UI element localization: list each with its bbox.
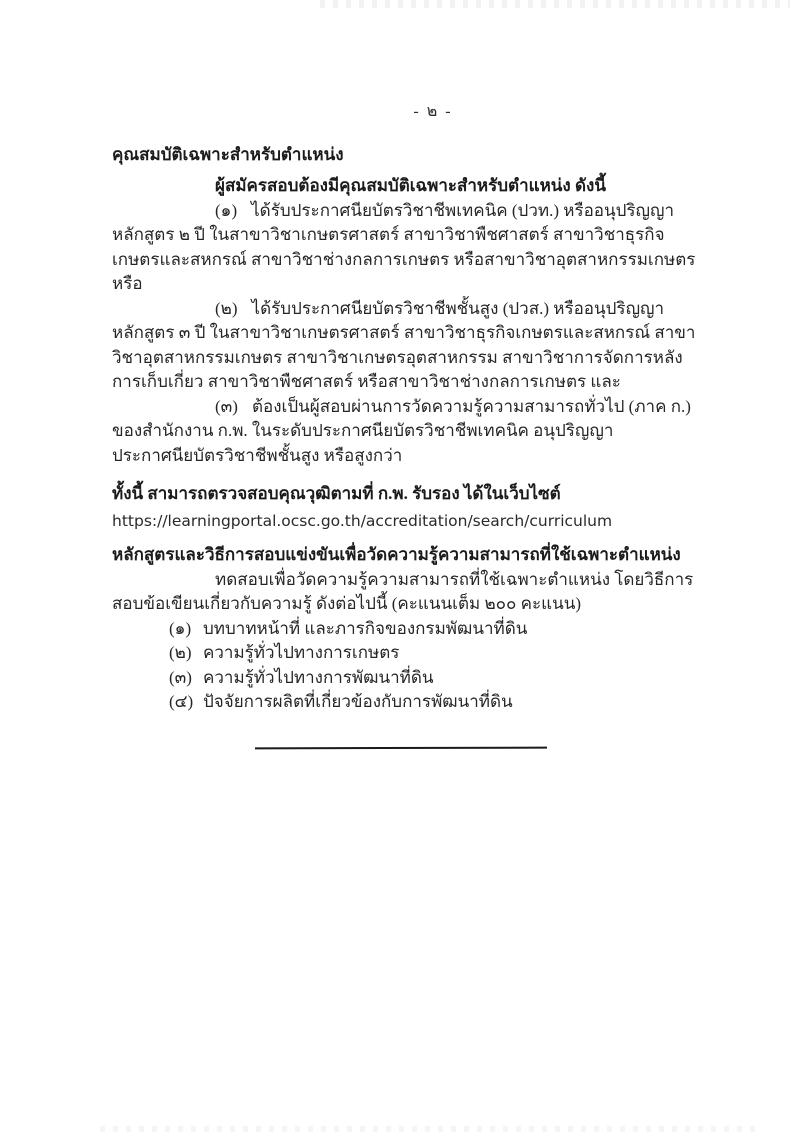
topic-text: ปัจจัยการผลิตที่เกี่ยวข้องกับการพัฒนาที่ดิน (203, 692, 513, 711)
qualification-item-1 (112, 199, 708, 297)
verify-note: ทั้งนี้ สามารถตรวจสอบคุณวุฒิตามที่ ก.พ. รับรอง ได้ในเว็บไซต์ (112, 484, 561, 503)
item-text: ได้รับประกาศนียบัตรวิชาชีพชั้นสูง (ปวส.) หรืออนุปริญญาหลักสูตร ๓ ปี ในสาขาวิชาเกษตรศาสตร์ สาขาวิชาธุรกิจเกษตรและสหกรณ์ สาขาวิชาอุตสาหกรรมเกษตร สาขาวิชาเกษตรอุตสาหกรรม สาขาวิชาการจัดการหลังการเก็บเกี่ยว สาขาวิชาพืชศาสตร์ หรือสาขาวิชาช่างกลการเกษตร และ (112, 298, 696, 391)
exam-intro: ทดสอบเพื่อวัดความรู้ความสามารถที่ใช้เฉพาะตำแหน่ง โดยวิธีการสอบข้อเขียนเกี่ยวกับความรู้ ดังต่อไปนี้ (คะแนนเต็ม ๒๐๐ คะแนน) (112, 569, 694, 613)
scan-artifact-top (320, 0, 790, 8)
verify-url: https://learningportal.ocsc.go.th/accreditation/search/curriculum (112, 511, 613, 530)
item-text: ได้รับประกาศนียบัตรวิชาชีพเทคนิค (ปวท.) หรืออนุปริญญาหลักสูตร ๒ ปี ในสาขาวิชาเกษตรศาสตร์ สาขาวิชาพืชศาสตร์ สาขาวิชาธุรกิจเกษตรและสหกรณ์ สาขาวิชาช่างกลการเกษตร หรือสาขาวิชาอุตสาหกรรมเกษตร หรือ (112, 200, 696, 293)
item-text: ต้องเป็นผู้สอบผ่านการวัดความรู้ความสามารถทั่วไป (ภาค ก.) ของสำนักงาน ก.พ. ในระดับประกาศนียบัตรวิชาชีพเทคนิค อนุปริญญา ประกาศนียบัตรวิชาชีพชั้นสูง หรือสูงกว่า (112, 396, 691, 465)
exam-topic-2 (112, 641, 708, 666)
topic-text: ความรู้ทั่วไปทางการพัฒนาที่ดิน (203, 667, 434, 687)
topic-text: ความรู้ทั่วไปทางการเกษตร (203, 643, 400, 662)
exam-topic-3 (112, 666, 708, 691)
qualifications-heading: คุณสมบัติเฉพาะสำหรับตำแหน่ง (112, 144, 344, 164)
topic-number: (๒) (169, 643, 192, 662)
page-content (112, 100, 708, 749)
topic-text: บทบาทหน้าที่ และภารกิจของกรมพัฒนาที่ดิน (203, 618, 528, 638)
exam-topic-4 (112, 690, 708, 715)
topic-number: (๑) (169, 618, 192, 638)
topic-number: (๓) (169, 667, 192, 687)
topic-number: (๔) (169, 692, 194, 711)
section-divider (255, 746, 547, 749)
item-number: (๓) (215, 396, 238, 416)
qualification-item-3 (112, 395, 708, 469)
item-number: (๒) (215, 298, 238, 318)
exam-heading: หลักสูตรและวิธีการสอบแข่งขันเพื่อวัดความรู้ความสามารถที่ใช้เฉพาะตำแหน่ง (112, 545, 681, 564)
qualifications-intro: ผู้สมัครสอบต้องมีคุณสมบัติเฉพาะสำหรับตำแหน่ง ดังนี้ (215, 176, 606, 195)
page-number: - ๒ - (413, 103, 453, 120)
qualification-item-2 (112, 297, 708, 395)
item-number: (๑) (215, 200, 238, 220)
exam-topic-1 (112, 617, 708, 642)
scan-artifact-bottom (100, 1126, 760, 1132)
